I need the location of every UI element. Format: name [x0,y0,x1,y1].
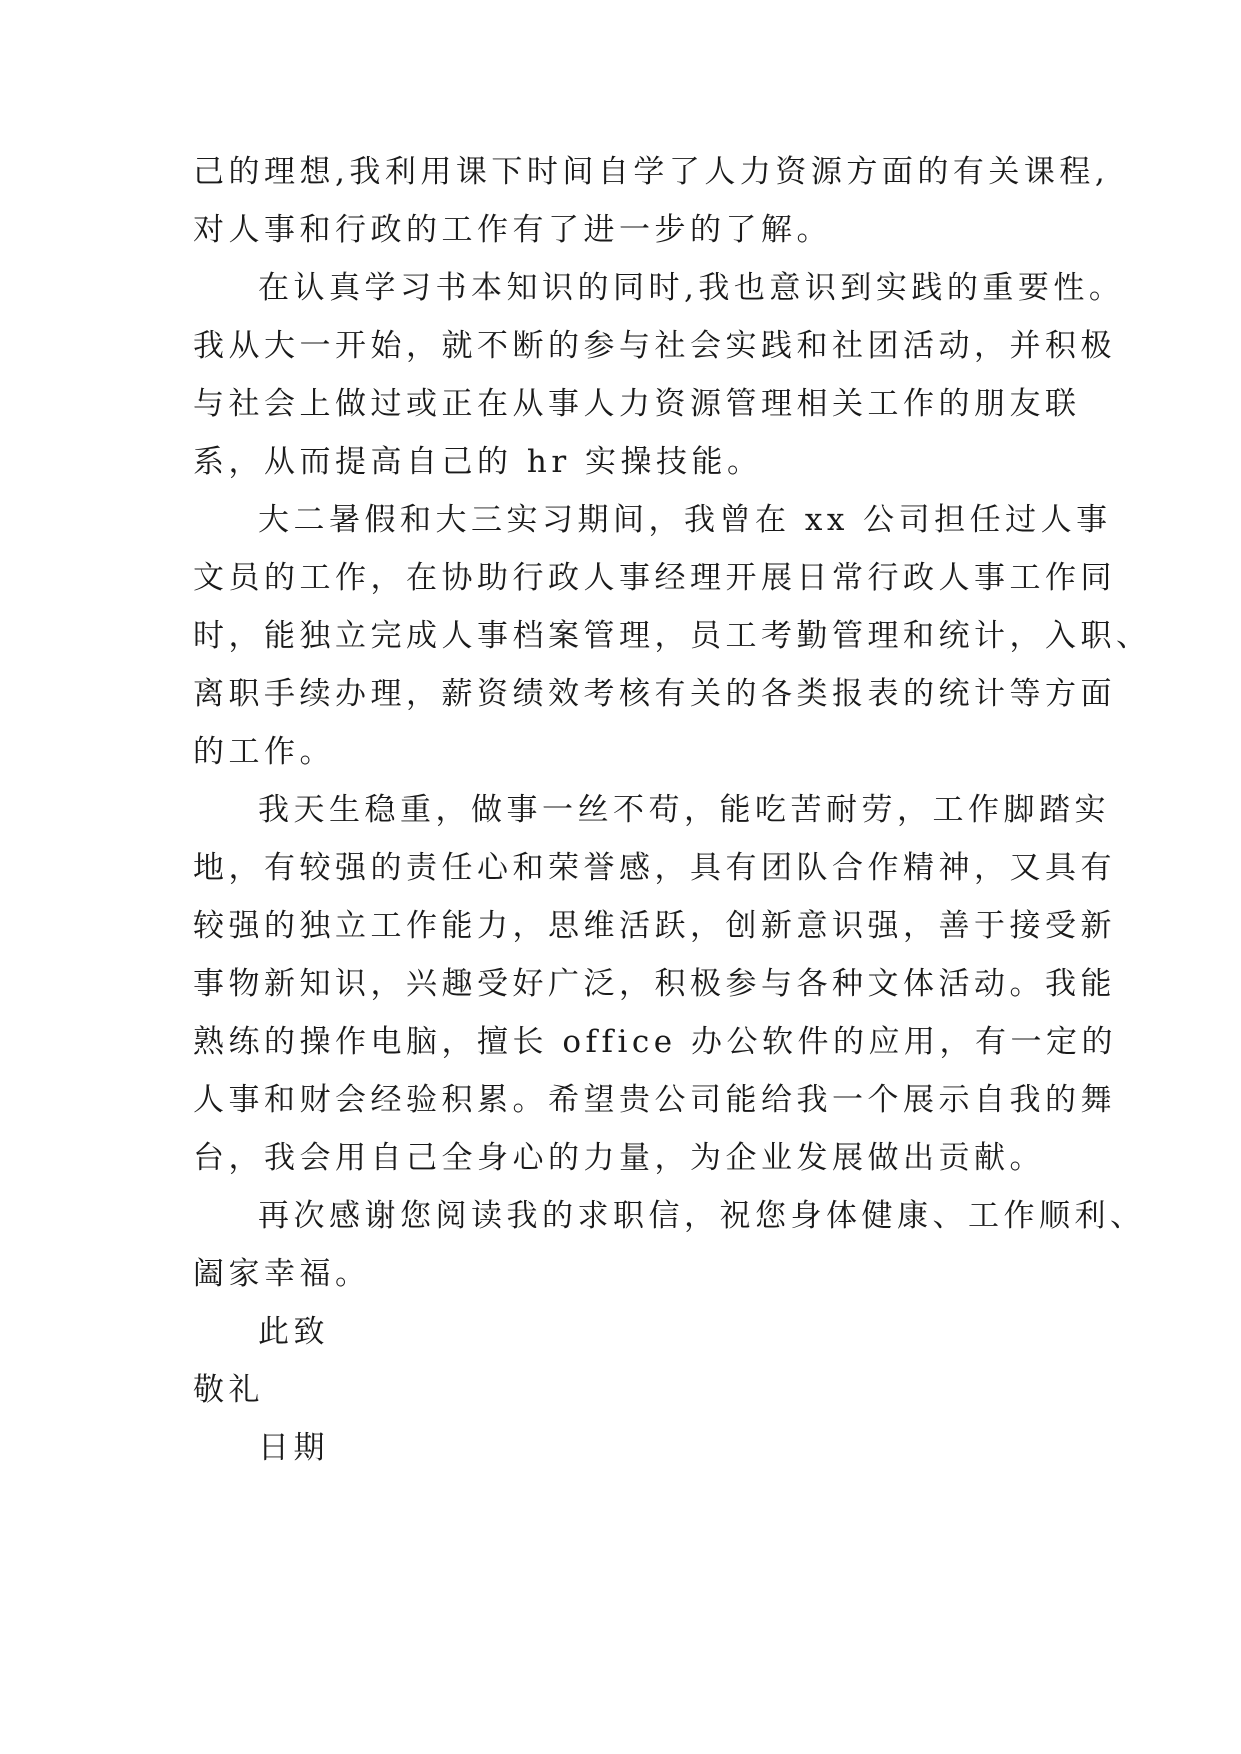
text-line: 时，能独立完成人事档案管理，员工考勤管理和统计，入职、 [193,618,1152,654]
text-line: 离职手续办理，薪资绩效考核有关的各类报表的统计等方面 [193,676,1116,712]
text-line: 人事和财会经验积累。希望贵公司能给我一个展示自我的舞 [193,1082,1116,1118]
text-line: 与社会上做过或正在从事人力资源管理相关工作的朋友联 [193,386,1081,422]
text-line: 较强的独立工作能力，思维活跃，创新意识强，善于接受新 [193,908,1116,944]
text-line: 的工作。 [193,734,335,770]
paragraph-start-line: 我天生稳重，做事一丝不苟，能吃苦耐劳，工作脚踏实 [258,792,1110,828]
text-line: 地，有较强的责任心和荣誉感，具有团队合作精神，又具有 [193,850,1116,886]
paragraph-start-line: 再次感谢您阅读我的求职信，祝您身体健康、工作顺利、 [258,1198,1146,1234]
text-line: 我从大一开始，就不断的参与社会实践和社团活动，并积极 [193,328,1116,364]
date-label: 日期 [258,1430,329,1466]
text-line: 台，我会用自己全身心的力量，为企业发展做出贡献。 [193,1140,1045,1176]
closing-regards: 敬礼 [193,1372,264,1408]
text-line: 阖家幸福。 [193,1256,371,1292]
closing-salutation: 此致 [258,1314,329,1350]
paragraph-start-line: 大二暑假和大三实习期间，我曾在 xx 公司担任过人事 [258,502,1112,538]
text-line: 己的理想,我利用课下时间自学了人力资源方面的有关课程, [193,154,1110,190]
paragraph-start-line: 在认真学习书本知识的同时,我也意识到实践的重要性。 [258,270,1125,306]
text-line: 系，从而提高自己的 hr 实操技能。 [193,444,763,480]
text-line: 事物新知识，兴趣受好广泛，积极参与各种文体活动。我能 [193,966,1116,1002]
text-line: 对人事和行政的工作有了进一步的了解。 [193,212,832,248]
text-line: 文员的工作，在协助行政人事经理开展日常行政人事工作同 [193,560,1116,596]
text-line: 熟练的操作电脑，擅长 office 办公软件的应用，有一定的 [193,1024,1117,1060]
